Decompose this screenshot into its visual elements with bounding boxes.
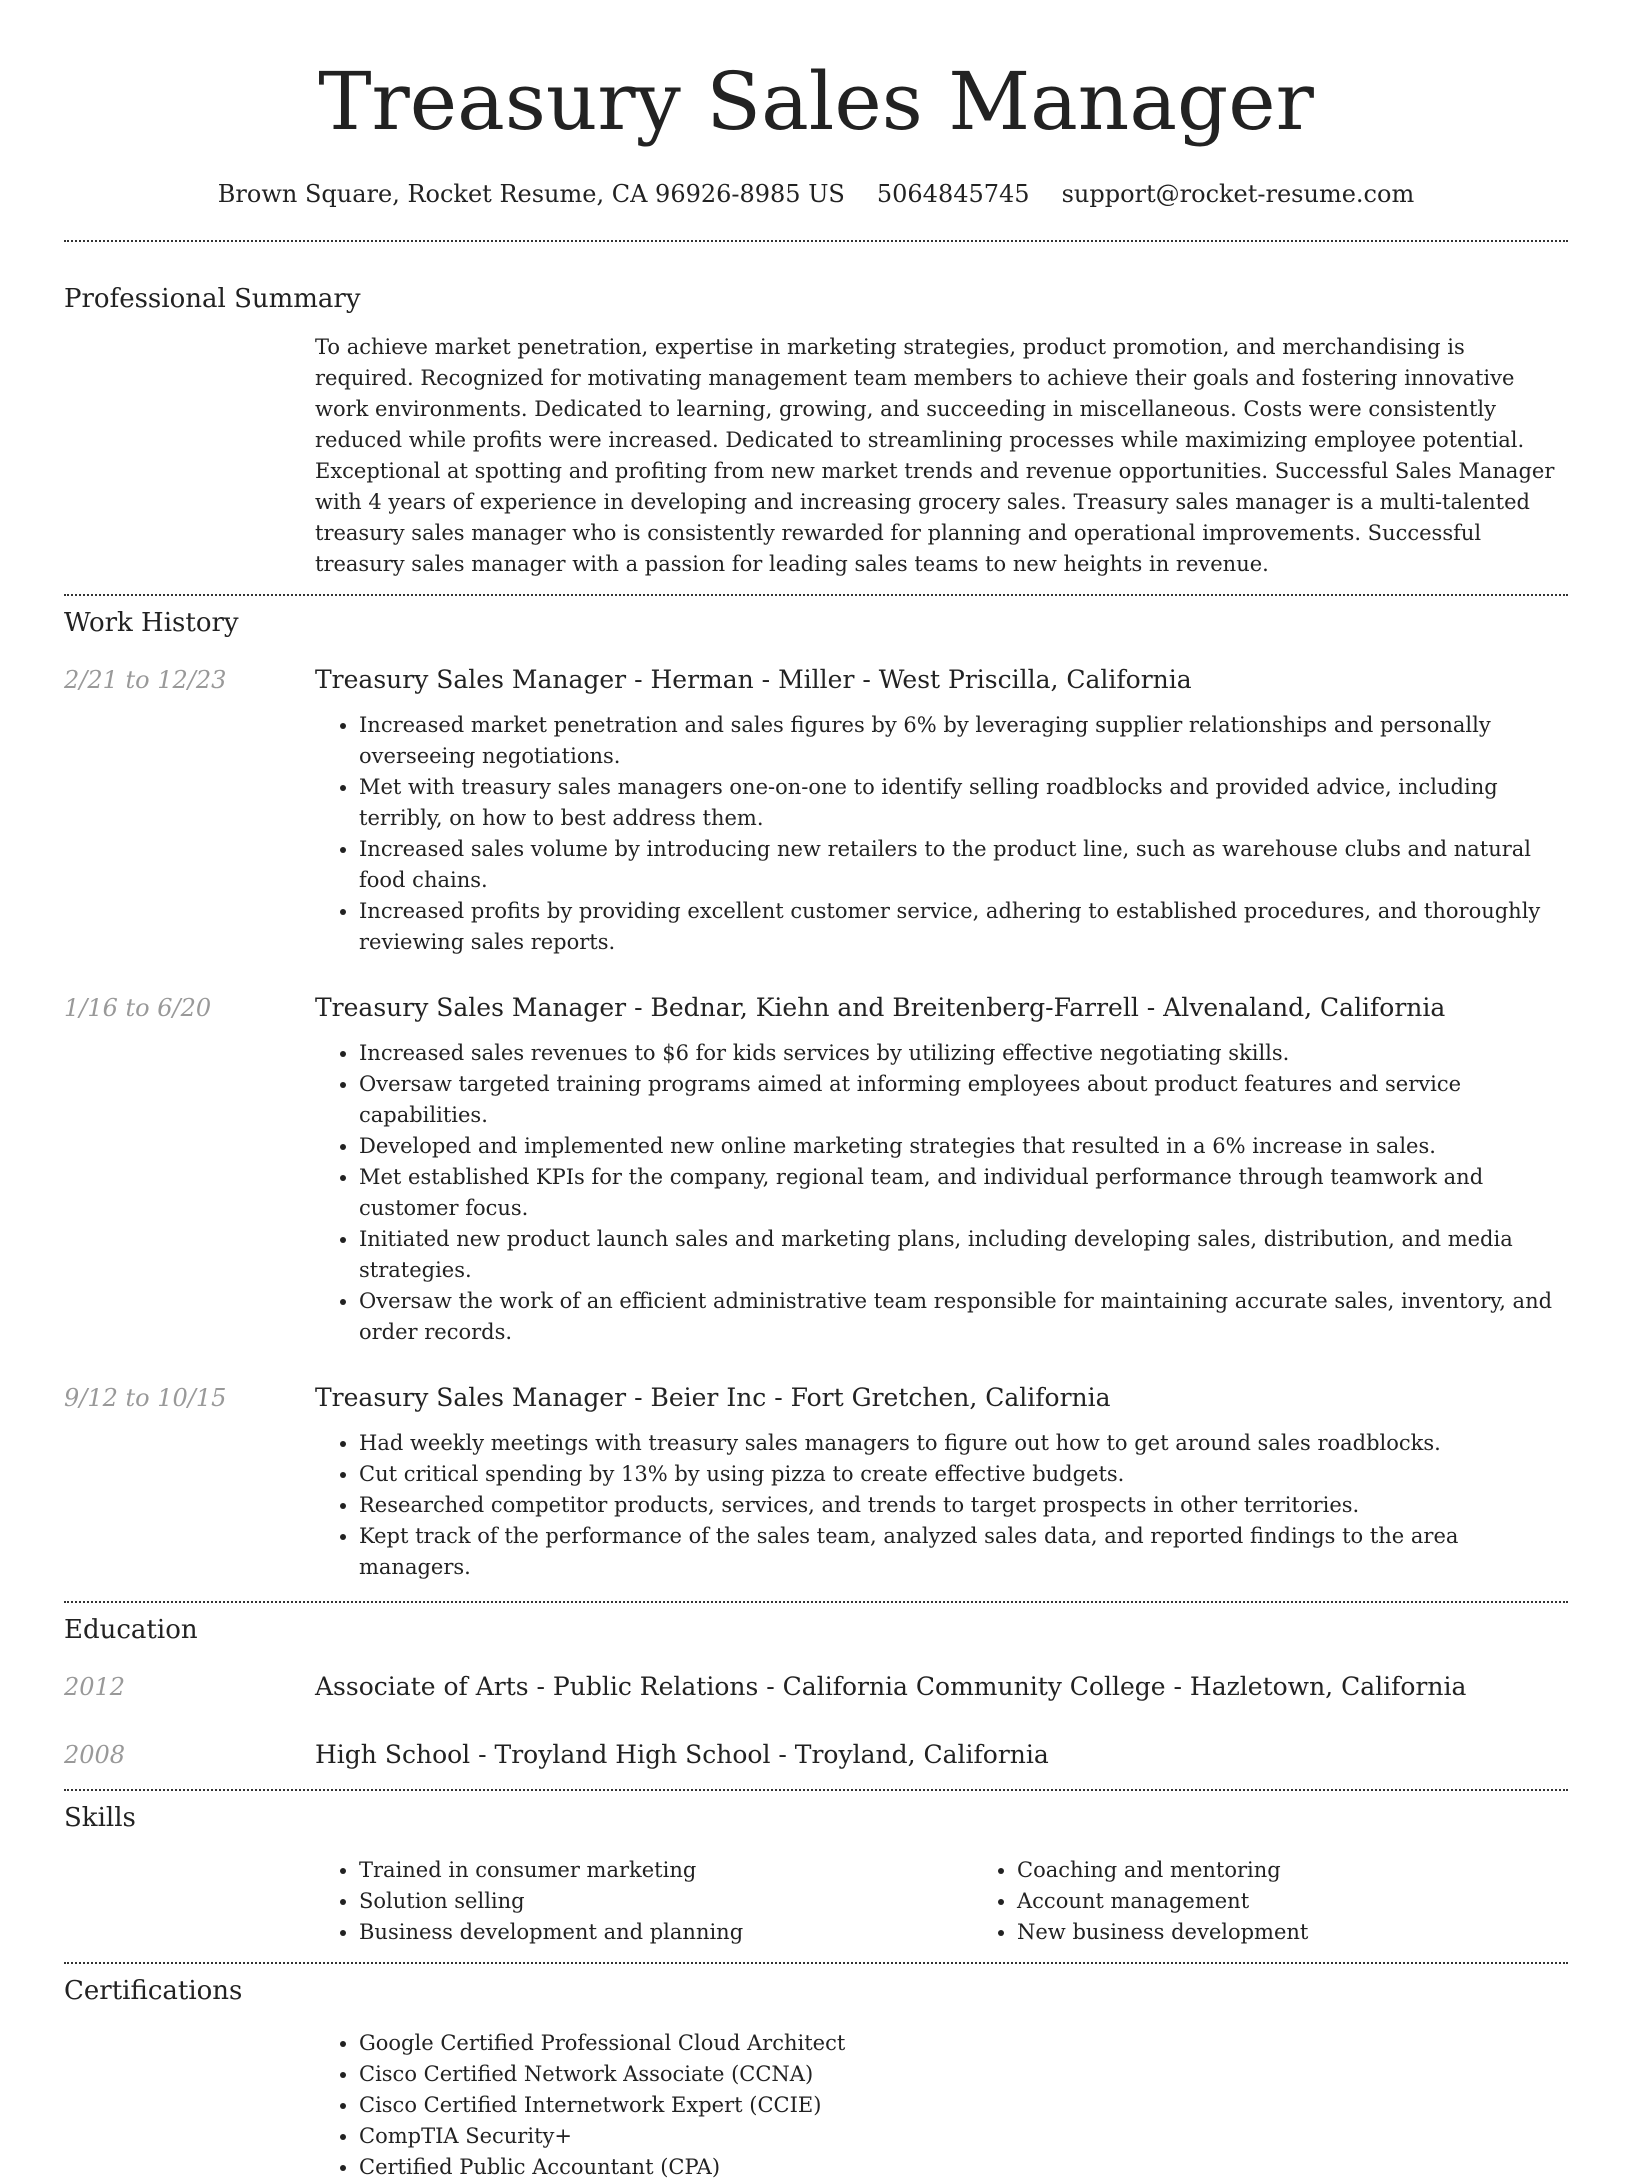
skills-list-right [973,1855,1631,1948]
job-bullet: • Oversaw targeted training programs aimed at informing employees about product features and service capabilities. [359,1069,1568,1131]
skill-item: • Account management [1017,1886,1631,1917]
certification-item: • Certified Public Accountant (CPA) [359,2152,1568,2183]
skill-item: • New business development [1017,1917,1631,1948]
summary-text: To achieve market penetration, expertise in marketing strategies, product promotion, and merchandising is required. Recognized for motivating management team members to achieve their goals and fostering innovative work environments. Dedicated to learning, growing, and succeeding in miscellaneous. Costs were consistently reduced while profits were increased. Dedicated to streamlining processes while maximizing employee potential. Exceptional at spotting and profiting from new market trends and revenue opportunities. Successful Sales Manager with 4 years of experience in developing and increasing grocery sales. Treasury sales manager is a multi-talented treasury sales manager who is consistently rewarded for planning and operational improvements. Successful treasury sales manager with a passion for leading sales teams to new heights in revenue. [315,335,1555,576]
summary-section [64,282,1568,580]
job-bullet: • Initiated new product launch sales and marketing plans, including developing sales, distribution, and media strategies. [359,1224,1568,1286]
skill-item: • Coaching and mentoring [1017,1855,1631,1886]
work-history-section [64,606,1568,1583]
job-bullets [315,1038,1568,1348]
summary-heading: Professional Summary [64,284,361,314]
job-bullet: • Met with treasury sales managers one-on-one to identify selling roadblocks and provided advice, including terribly, on how to best address them. [359,772,1568,834]
section-divider [64,1789,1568,1791]
education-heading: Education [64,1615,198,1645]
certification-item: • Google Certified Professional Cloud Architect [359,2028,1568,2059]
section-divider [64,594,1568,596]
certifications-section [64,1974,1568,2183]
contact-email: support@rocket-resume.com [1061,180,1415,208]
certifications-list [315,2028,1568,2183]
contact-info [64,178,1568,210]
education-entry [64,1739,1568,1771]
job-entry [64,992,1568,1348]
job-bullet: • Met established KPIs for the company, regional team, and individual performance through teamwork and customer focus. [359,1162,1568,1224]
job-title: Treasury Sales Manager - Herman - Miller - West Priscilla, California [315,665,1192,694]
education-section [64,1613,1568,1771]
certifications-heading: Certifications [64,1976,243,2006]
contact-address: Brown Square, Rocket Resume, CA 96926-8985 US [217,180,845,208]
job-dates: 9/12 to 10/15 [64,1384,227,1412]
section-divider [64,240,1568,242]
contact-phone: 5064845745 [876,180,1030,208]
skill-item: • Business development and planning [359,1917,973,1948]
education-year: 2012 [64,1673,126,1701]
job-bullet: • Kept track of the performance of the sales team, analyzed sales data, and reported findings to the area managers. [359,1521,1568,1583]
job-dates: 2/21 to 12/23 [64,666,227,694]
section-divider [64,1962,1568,1964]
job-bullet: • Researched competitor products, services, and trends to target prospects in other territories. [359,1490,1568,1521]
skills-section [64,1801,1568,1948]
section-divider [64,1601,1568,1603]
skill-item: • Solution selling [359,1886,973,1917]
job-bullet: • Increased sales revenues to $6 for kids services by utilizing effective negotiating skills. [359,1038,1568,1069]
job-entry [64,1382,1568,1583]
job-bullet: • Increased profits by providing excellent customer service, adhering to established procedures, and thoroughly reviewing sales reports. [359,896,1568,958]
job-bullets [315,710,1568,958]
skills-heading: Skills [64,1803,136,1833]
skills-list-left [315,1855,973,1948]
certification-item: • CompTIA Security+ [359,2121,1568,2152]
work-history-heading: Work History [64,608,239,638]
job-bullet: • Had weekly meetings with treasury sales managers to figure out how to get around sales roadblocks. [359,1428,1568,1459]
job-title: Treasury Sales Manager - Bednar, Kiehn and Breitenberg-Farrell - Alvenaland, California [315,993,1446,1022]
job-title: Treasury Sales Manager - Beier Inc - Fort Gretchen, California [315,1383,1111,1412]
job-bullet: • Oversaw the work of an efficient administrative team responsible for maintaining accurate sales, inventory, and order records. [359,1286,1568,1348]
certification-item: • Cisco Certified Internetwork Expert (CCIE) [359,2090,1568,2121]
resume-name: Treasury Sales Manager [318,55,1314,148]
education-detail: High School - Troyland High School - Troyland, California [315,1740,1049,1769]
job-bullet: • Cut critical spending by 13% by using pizza to create effective budgets. [359,1459,1568,1490]
education-detail: Associate of Arts - Public Relations - California Community College - Hazletown, California [315,1672,1467,1701]
job-entry [64,664,1568,958]
job-dates: 1/16 to 6/20 [64,994,212,1022]
job-bullet: • Increased sales volume by introducing new retailers to the product line, such as warehouse clubs and natural food chains. [359,834,1568,896]
certification-item: • Cisco Certified Network Associate (CCNA) [359,2059,1568,2090]
education-year: 2008 [64,1741,126,1769]
job-bullet: • Increased market penetration and sales figures by 6% by leveraging supplier relationships and personally overseeing negotiations. [359,710,1568,772]
skill-item: • Trained in consumer marketing [359,1855,973,1886]
job-bullets [315,1428,1568,1583]
education-entry [64,1671,1568,1703]
job-bullet: • Developed and implemented new online marketing strategies that resulted in a 6% increase in sales. [359,1131,1568,1162]
